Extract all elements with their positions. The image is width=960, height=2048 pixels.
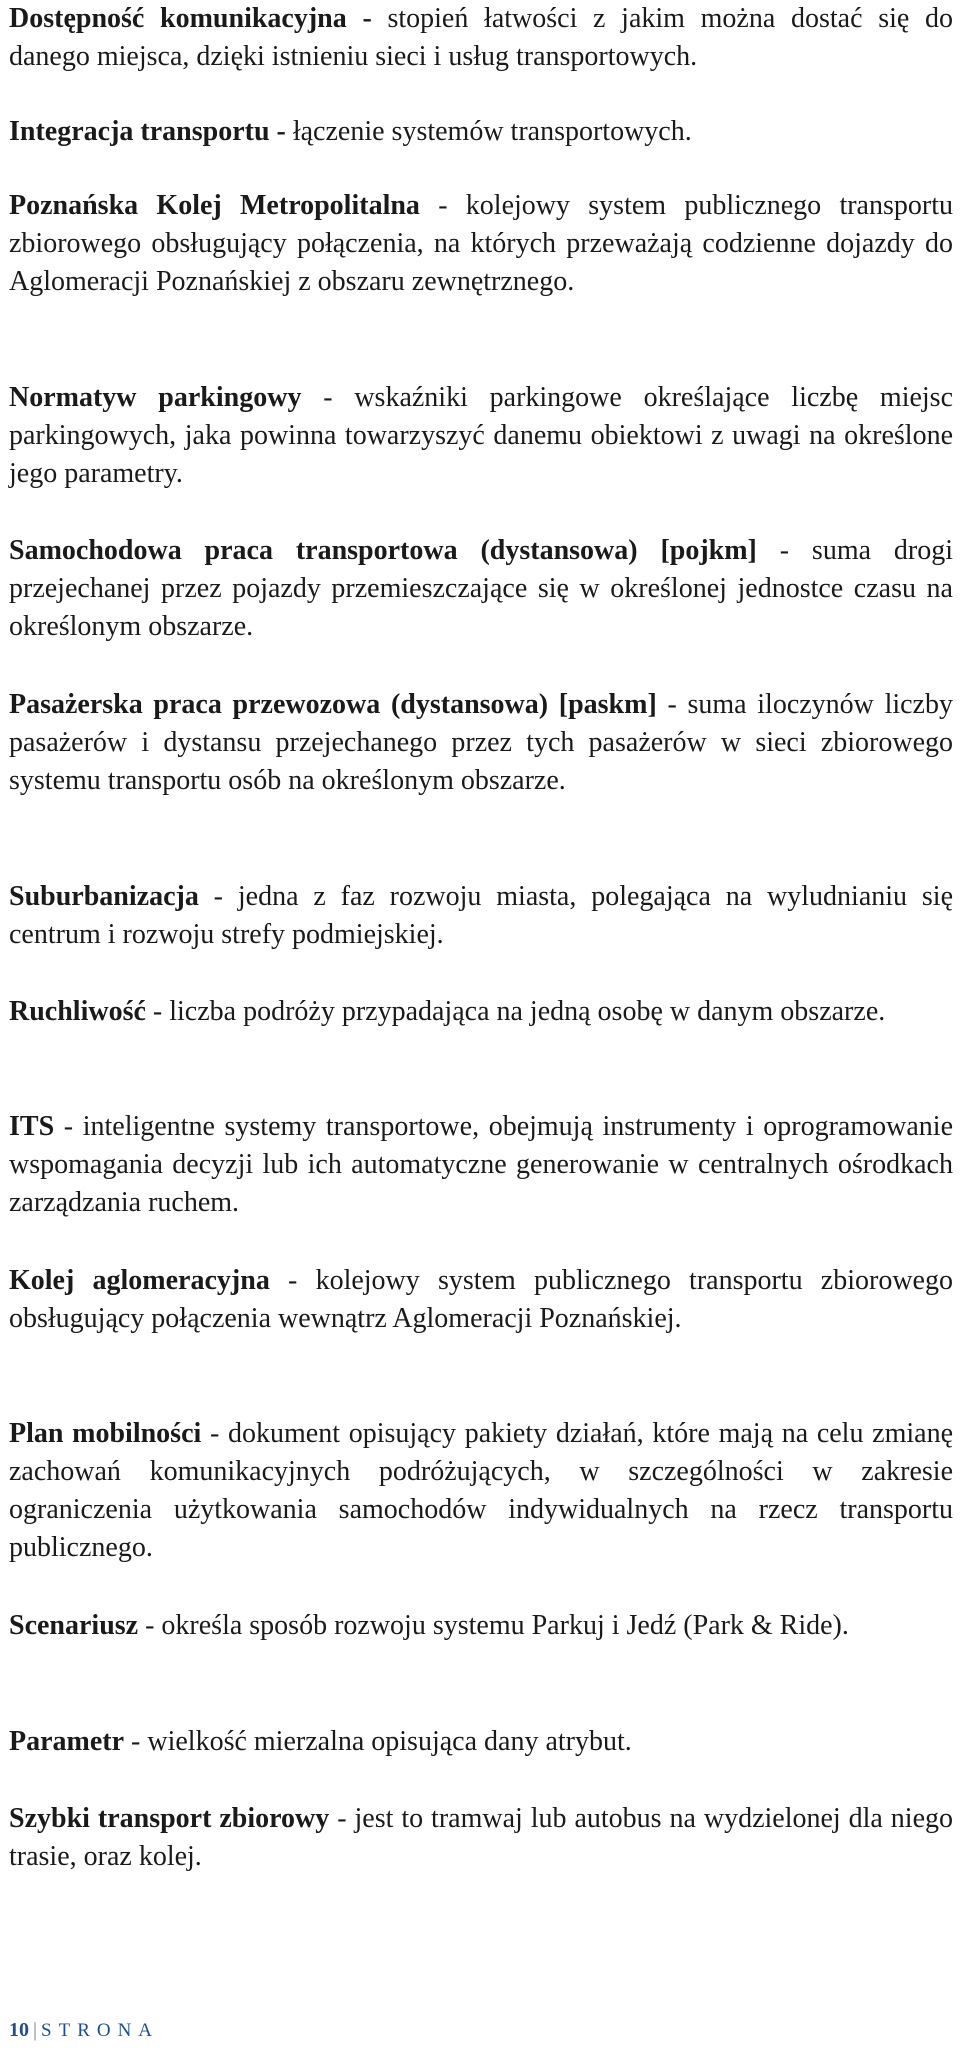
glossary-definition: - jest to tramwaj lub autobus na wydzielonej dla niego trasie, oraz kolej. bbox=[9, 1803, 953, 1872]
glossary-term: Parametr bbox=[9, 1726, 125, 1757]
glossary-term: Szybki transport zbiorowy bbox=[9, 1803, 330, 1834]
page-footer bbox=[9, 2018, 159, 2043]
glossary-term: Scenariusz bbox=[9, 1610, 139, 1641]
glossary-term: Ruchliwość bbox=[9, 996, 146, 1027]
glossary-definition: stopień łatwości z jakim można dostać się do danego miejsca, dzięki istnieniu sieci i usług transportowych. bbox=[9, 3, 953, 72]
glossary-term: Dostępność komunikacyjna - bbox=[9, 3, 372, 34]
glossary-definition: - suma drogi przejechanej przez pojazdy przemieszczające się w określonej jednostce czasu na określonym obszarze. bbox=[9, 535, 953, 642]
glossary-entry bbox=[9, 878, 953, 954]
glossary-entry bbox=[9, 1800, 953, 1876]
glossary-definition: - jedna z faz rozwoju miasta, polegająca na wyludnianiu się centrum i rozwoju strefy podmiejskiej. bbox=[9, 881, 953, 950]
glossary-definition: - dokument opisujący pakiety działań, które mają na celu zmianę zachowań komunikacyjnych podróżujących, w szczególności w zakresie ograniczenia użytkowania samochodów indywidualnych na rzecz transportu publicznego. bbox=[9, 1418, 953, 1563]
glossary-definition: - wskaźniki parkingowe określające liczbę miejsc parkingowych, jaka powinna towarzyszyć danemu obiektowi z uwagi na określone jego parametry. bbox=[9, 382, 953, 489]
glossary-entry bbox=[9, 1607, 953, 1645]
glossary-entry bbox=[9, 1723, 953, 1761]
glossary-term: Normatyw parkingowy bbox=[9, 382, 302, 413]
glossary-term: Samochodowa praca transportowa (dystansowa) [pojkm] bbox=[9, 535, 757, 566]
glossary-entry bbox=[9, 379, 953, 493]
glossary-definition: - liczba podróży przypadająca na jedną osobę w danym obszarze. bbox=[145, 996, 886, 1027]
glossary-definition: - suma iloczynów liczby pasażerów i dystansu przejechanego przez tych pasażerów w sieci zbiorowego systemu transportu osób na określonym obszarze. bbox=[9, 689, 953, 796]
glossary-term: ITS bbox=[9, 1111, 55, 1142]
glossary-term: Pasażerska praca przewozowa (dystansowa) [paskm] bbox=[9, 689, 657, 720]
glossary-term: Plan mobilności bbox=[9, 1418, 202, 1449]
glossary-entry bbox=[9, 113, 953, 151]
glossary-definition: - kolejowy system publicznego transportu zbiorowego obsługujący połączenia, na których przeważają codzienne dojazdy do Aglomeracji Poznańskiej z obszaru zewnętrznego. bbox=[9, 190, 953, 297]
footer-label: STRONA bbox=[41, 2020, 160, 2041]
glossary-definition: - kolejowy system publicznego transportu zbiorowego obsługujący połączenia wewnątrz Aglomeracji Poznańskiej. bbox=[9, 1265, 953, 1334]
glossary-definition: łączenie systemów transportowych. bbox=[285, 116, 692, 147]
page-number: 10 bbox=[9, 2019, 29, 2041]
glossary-entry bbox=[9, 187, 953, 301]
glossary-term: Kolej aglomeracyjna bbox=[9, 1265, 270, 1296]
glossary-definition: - określa sposób rozwoju systemu Parkuj i Jedź (Park & Ride). bbox=[138, 1610, 849, 1641]
glossary-definition: - wielkość mierzalna opisująca dany atrybut. bbox=[124, 1726, 632, 1757]
glossary-entry bbox=[9, 532, 953, 646]
glossary-term: Integracja transportu - bbox=[9, 116, 286, 147]
glossary-entry bbox=[9, 0, 953, 76]
glossary-entry bbox=[9, 686, 953, 800]
glossary-entry bbox=[9, 1108, 953, 1222]
glossary-entry bbox=[9, 993, 953, 1031]
glossary-entry bbox=[9, 1415, 953, 1567]
glossary-entry bbox=[9, 1262, 953, 1338]
footer-separator: | bbox=[33, 2019, 38, 2041]
glossary-term: Suburbanizacja bbox=[9, 881, 199, 912]
glossary-term: Poznańska Kolej Metropolitalna bbox=[9, 190, 420, 221]
glossary-definition: - inteligentne systemy transportowe, obejmują instrumenty i oprogramowanie wspomagania decyzji lub ich automatyczne generowanie w centralnych ośrodkach zarządzania ruchem. bbox=[9, 1111, 953, 1218]
